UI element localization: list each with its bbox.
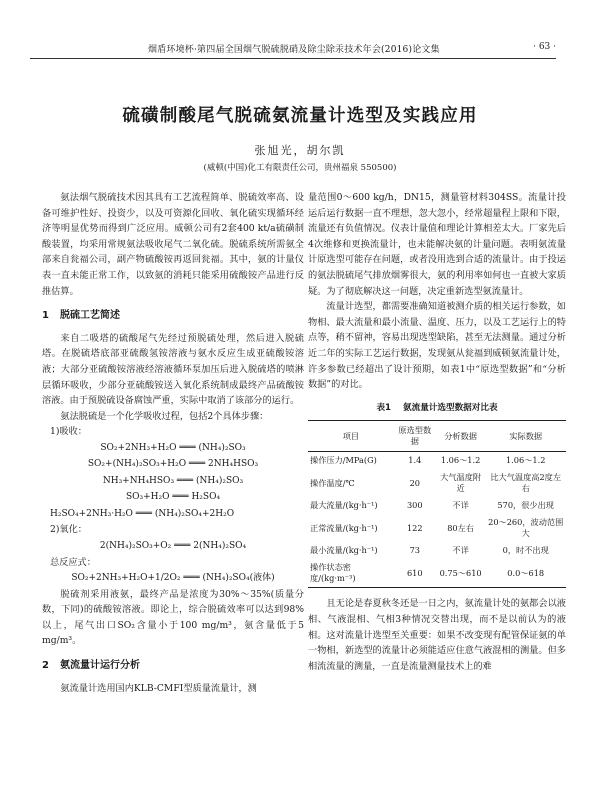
running-header — [30, 36, 556, 59]
table-cell: 0.75～610 — [436, 559, 486, 588]
section-2-number: 2 — [42, 659, 49, 671]
table-cell: 大气温度附近 — [440, 472, 482, 494]
equation-total: SO₂+2NH₃+H₂O+1/2O₂ ═══ (NH₄)₂SO₄(液体) — [71, 573, 275, 584]
total-reaction-label: 总反应式： — [50, 556, 96, 568]
equation-1: SO₂+2NH₃+H₂O ═══ (NH₄)₂SO₃ — [100, 442, 246, 453]
table-cell: 操作温度/℃ — [310, 477, 355, 488]
right-column — [308, 190, 566, 674]
right-paragraph-2: 流量计选型，都需要准确知道被测介质的相关运行参数，如物相、最大流量和最小流量、温度、压力，以及工艺运行上的特点等，稍不留神，容易出现选型缺陷，甚至无法测量。通过分析近二年的实际工艺运行数据，发现氨从瓮福到威顿氨流量计处，许多参数已经超出了设计预期，如表1中“原选型数据”和“分析数据”的对比。 — [308, 301, 566, 391]
step-oxidation-label: 2)氧化： — [50, 524, 87, 536]
table-cell: 操作状态密度/(kg·m⁻³) — [308, 559, 394, 588]
paper-affiliation: (威顿(中国)化工有限责任公司，贵州福泉 550500) — [203, 163, 397, 173]
table-cell: 最小流量/(kg·h⁻¹) — [310, 545, 378, 556]
table-row — [308, 542, 566, 559]
table-number: 表1 — [376, 402, 392, 413]
table-cell: 不详 — [452, 545, 469, 556]
table-cell: 不详 — [452, 500, 469, 511]
section-2-paragraph-1: 氨流量计选用国内KLB-CMFI型质量流量计，测 — [60, 682, 257, 694]
table-cell: 1.4 — [408, 455, 422, 466]
table-cell: 20～260，波动范围大 — [488, 517, 564, 539]
table-header-cell: 项目 — [308, 421, 394, 452]
table-cell: 300 — [406, 500, 423, 511]
table-cell: 操作压力/MPa(G) — [310, 455, 377, 466]
table-cell: 0，时不出现 — [502, 545, 549, 556]
section-1-number: 1 — [42, 310, 49, 322]
table-cell: 正常流量/(kg·h⁻¹) — [310, 522, 378, 533]
table-header-row — [308, 421, 566, 452]
equation-4: SO₃+H₂O ═══ H₂SO₄ — [125, 492, 221, 503]
table-cell: 80左右 — [447, 522, 474, 533]
table-cell: 1.06～1.2 — [505, 455, 546, 466]
table-header-cell: 分析数据 — [436, 421, 486, 452]
right-paragraph-3: 且无论是春夏秋冬还是一日之内，氨流量计处的氨都会以液相、气液混相、气相3种情况交替出现，而不是以前认为的液相。这对流量计选型至关重要：如果不改变现有配管保证氨的单一物相，新选型的流量计必须能适应住意气液混相的测量。但多相流流量的测量，一直是流量测量技术上的难 — [308, 598, 566, 672]
table-cell: 0.0～618 — [485, 559, 566, 588]
table-cell: 最大流量/(kg·h⁻¹) — [310, 500, 378, 511]
section-1-paragraph-2: 氨法脱硫是一个化学吸收过程，包括2个具体步骤： — [60, 410, 269, 422]
table-cell: 20 — [409, 477, 420, 488]
section-2-heading — [42, 658, 304, 674]
table-cell: 570，很少出现 — [497, 500, 554, 511]
table-row — [308, 514, 566, 542]
equation-3: NH₃+NH₄HSO₃ ═══ (NH₄)₂SO₃ — [102, 475, 244, 486]
table-cell: 610 — [394, 559, 436, 588]
table-cell: 比大气温度高2度左右 — [490, 472, 562, 494]
table-cell: 1.06～1.2 — [440, 455, 481, 466]
equation-5: H₂SO₄+2NH₃·H₂O ═══ (NH₄)₂SO₄+2H₂O — [50, 508, 235, 519]
section-1-paragraph-3: 脱硫剂采用液氨，最终产品是浓度为30%～35%(质量分数，下同)的硫酸铵溶液。即论上，综合脱硫效率可以达到98%以上，尾气出口SO₂含量小于100 mg/m³，氨含量低于5 mg/m³。 — [42, 588, 304, 647]
table-caption — [308, 401, 566, 417]
section-1-heading — [42, 308, 304, 324]
equation-2: SO₂+(NH₄)₂SO₃+H₂O ═══ 2NH₄HSO₃ — [87, 459, 259, 470]
section-1-title: 脱硫工艺简述 — [60, 310, 120, 322]
step-absorption-label: 1)吸收： — [50, 426, 87, 438]
paper-title: 硫磺制酸尾气脱硫氨流量计选型及实践应用 — [122, 106, 478, 126]
table-row — [308, 497, 566, 514]
table-cell: 122 — [406, 522, 423, 533]
equation-6: 2(NH₄)₂SO₃+O₂ ═══ 2(NH₄)₂SO₄ — [99, 541, 247, 551]
page-number: · 63 · — [533, 42, 556, 52]
table-title: 氨流量计选型数据对比表 — [403, 402, 498, 413]
table-row — [308, 469, 566, 497]
table-header-cell: 实际数据 — [485, 421, 566, 452]
table-header-cell: 原选型数据 — [394, 421, 436, 452]
table-row — [308, 452, 566, 470]
running-title: 烟盾环境杯·第四届全国烟气脱硫脱硝及除尘除汞技术年会(2016)论文集 — [148, 45, 440, 55]
intro-paragraph: 氨法烟气脱硫技术因其具有工艺流程简单、脱硫效率高、设备可维护性好、投资少，以及可资源化回收、氧化硫实现循环经济等明显优势而得到广泛应用。威顿公司有2套400 kt/a硫磺制酸装置，均采用常规氨法吸收尾气二氧化硫。脱硫系统所需氨全部来自瓮福公司，副产物硫酸铵再返回瓮福。其中，氨的计量仪表一直未能正常工作，以致氨的消耗只能采用硫酸铵产品进行反推估算。 — [42, 192, 304, 297]
table-cell: 73 — [409, 545, 420, 556]
right-paragraph-1: 量范围0～600 kg/h，DN15，测量管材料304SS。流量计投运后运行数据一直不理想，忽大忽小，经常超量程上限和下限，流量还有负值情况。仪表计量值和理论计算相差太大。厂家先后4次维修和更换流量计，也未能解决氨的计量问题。表明氨流量计原选型可能存在问题，或者没用选到合适的流量计。由于投运的氨法脱硫尾气排放烟雾很大，氨的利用率如何也一直被大家质疑。为了彻底解决这一问题，决定重新选型氨流量计。 — [308, 192, 566, 297]
section-1-paragraph-1: 来自二吸塔的硫酸尾气先经过预脱硫处理，然后进入脱硫塔。在脱硫塔底部亚硫酸氢铵溶液与氨水反应生成亚硫酸铵溶液；大部分亚硫酸铵溶液经溶液循环泵加压后进入脱硫塔的喷淋层循环吸收，少部分亚硫酸铵送入氧化系统制成最终产品硫酸铵溶液。由于预脱硫设备腐蚀严重，实际中取消了该部分的运行。 — [42, 332, 304, 407]
section-2-title: 氨流量计运行分析 — [60, 659, 140, 671]
paper-authors: 张旭光，胡尔凯 — [254, 144, 346, 157]
table-row — [308, 559, 566, 588]
flowmeter-comparison-table — [308, 420, 566, 588]
left-column — [42, 190, 304, 696]
